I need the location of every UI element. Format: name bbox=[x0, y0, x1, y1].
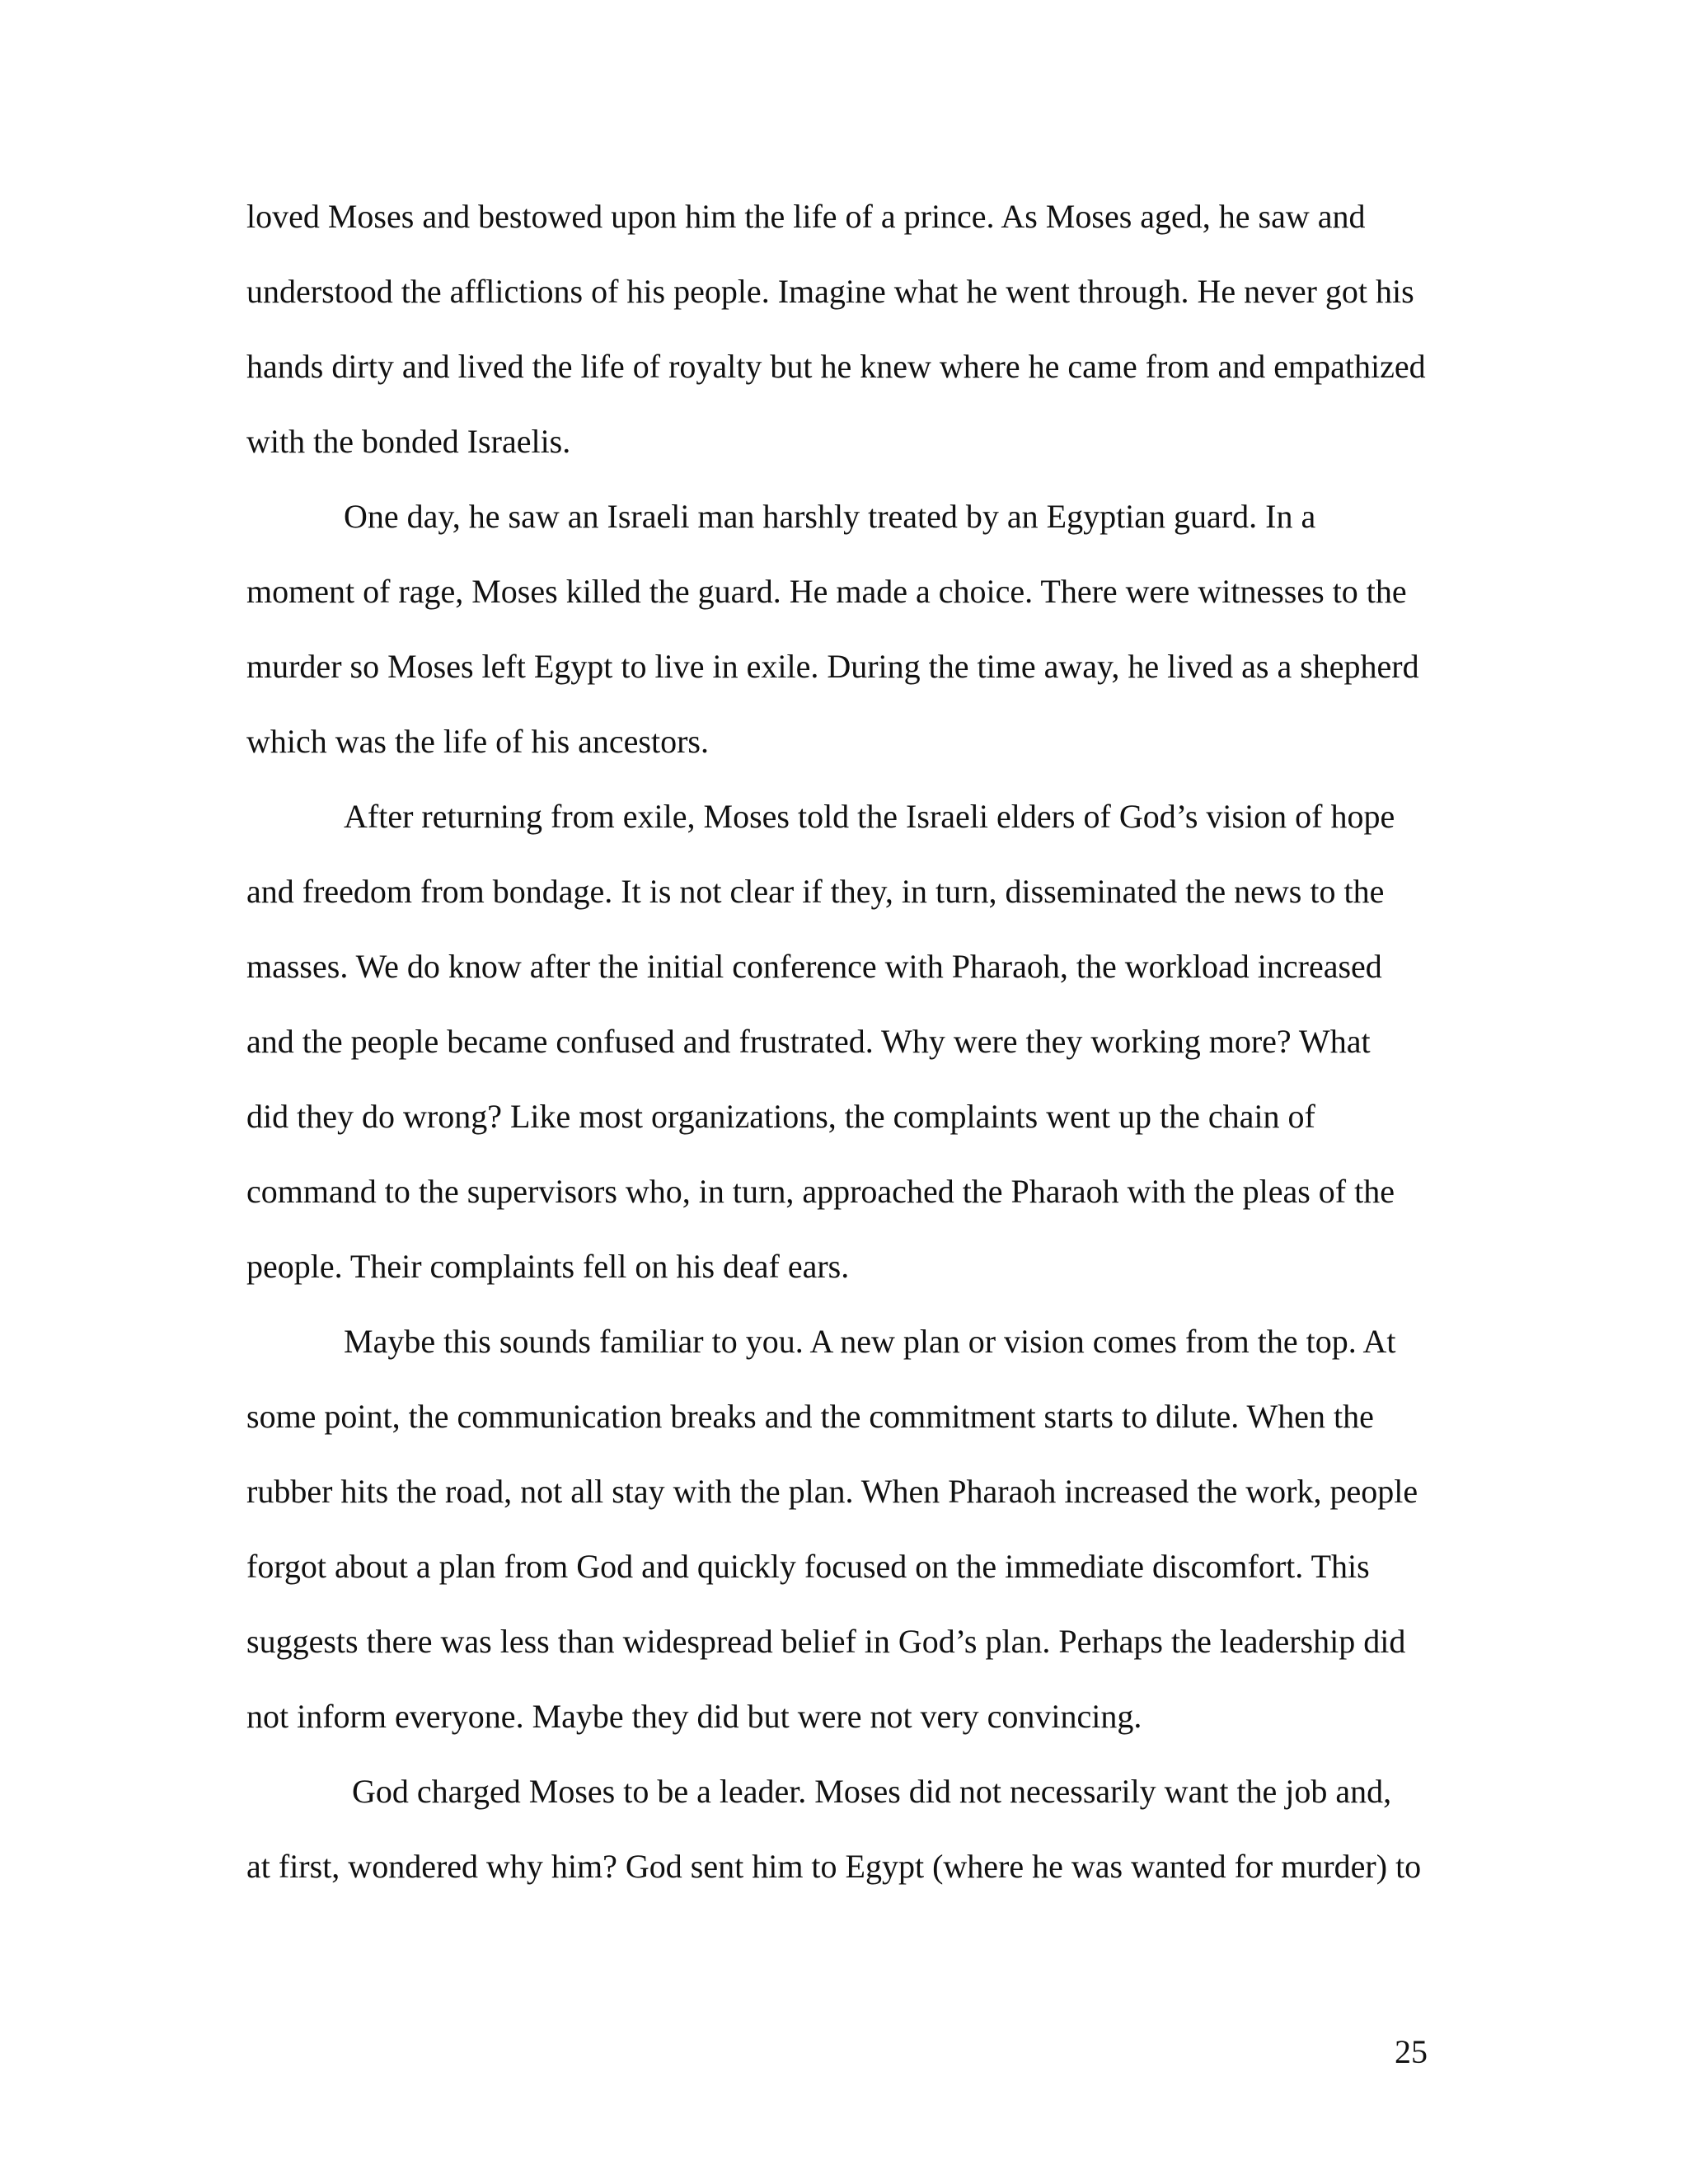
text-line: hands dirty and lived the life of royalty but he knew where he came from and empathized bbox=[246, 348, 1426, 385]
paragraph-first-line: One day, he saw an Israeli man harshly treated by an Egyptian guard. In a bbox=[344, 498, 1316, 535]
page-number: 25 bbox=[1395, 2033, 1428, 2070]
text-line: suggests there was less than widespread belief in God’s plan. Perhaps the leadership did bbox=[246, 1623, 1406, 1660]
text-line: which was the life of his ancestors. bbox=[246, 723, 709, 760]
text-line: people. Their complaints fell on his deaf ears. bbox=[246, 1248, 850, 1285]
text-line: moment of rage, Moses killed the guard. He made a choice. There were witnesses to the bbox=[246, 573, 1407, 610]
text-line: murder so Moses left Egypt to live in exile. During the time away, he lived as a shepherd bbox=[246, 648, 1419, 685]
paragraph-first-line: God charged Moses to be a leader. Moses did not necessarily want the job and, bbox=[352, 1773, 1392, 1810]
text-line: and freedom from bondage. It is not clear if they, in turn, disseminated the news to the bbox=[246, 873, 1385, 910]
text-line: command to the supervisors who, in turn, approached the Pharaoh with the pleas of the bbox=[246, 1173, 1395, 1210]
text-line: not inform everyone. Maybe they did but were not very convincing. bbox=[246, 1698, 1142, 1735]
text-line: some point, the communication breaks and the commitment starts to dilute. When the bbox=[246, 1398, 1374, 1435]
paragraph-first-line: After returning from exile, Moses told the Israeli elders of God’s vision of hope bbox=[344, 798, 1395, 835]
text-line: and the people became confused and frustrated. Why were they working more? What bbox=[246, 1023, 1371, 1060]
text-line: understood the afflictions of his people. Imagine what he went through. He never got his bbox=[246, 273, 1414, 310]
text-line: forgot about a plan from God and quickly focused on the immediate discomfort. This bbox=[246, 1548, 1370, 1585]
text-line: at first, wondered why him? God sent him to Egypt (where he was wanted for murder) to bbox=[246, 1848, 1422, 1885]
text-line: did they do wrong? Like most organizations, the complaints went up the chain of bbox=[246, 1098, 1315, 1135]
text-line: with the bonded Israelis. bbox=[246, 423, 571, 460]
text-line: loved Moses and bestowed upon him the life of a prince. As Moses aged, he saw and bbox=[246, 198, 1366, 235]
paragraph-first-line: Maybe this sounds familiar to you. A new plan or vision comes from the top. At bbox=[344, 1323, 1396, 1360]
text-line: rubber hits the road, not all stay with the plan. When Pharaoh increased the work, people bbox=[246, 1473, 1418, 1510]
text-line: masses. We do know after the initial conference with Pharaoh, the workload increased bbox=[246, 948, 1382, 985]
